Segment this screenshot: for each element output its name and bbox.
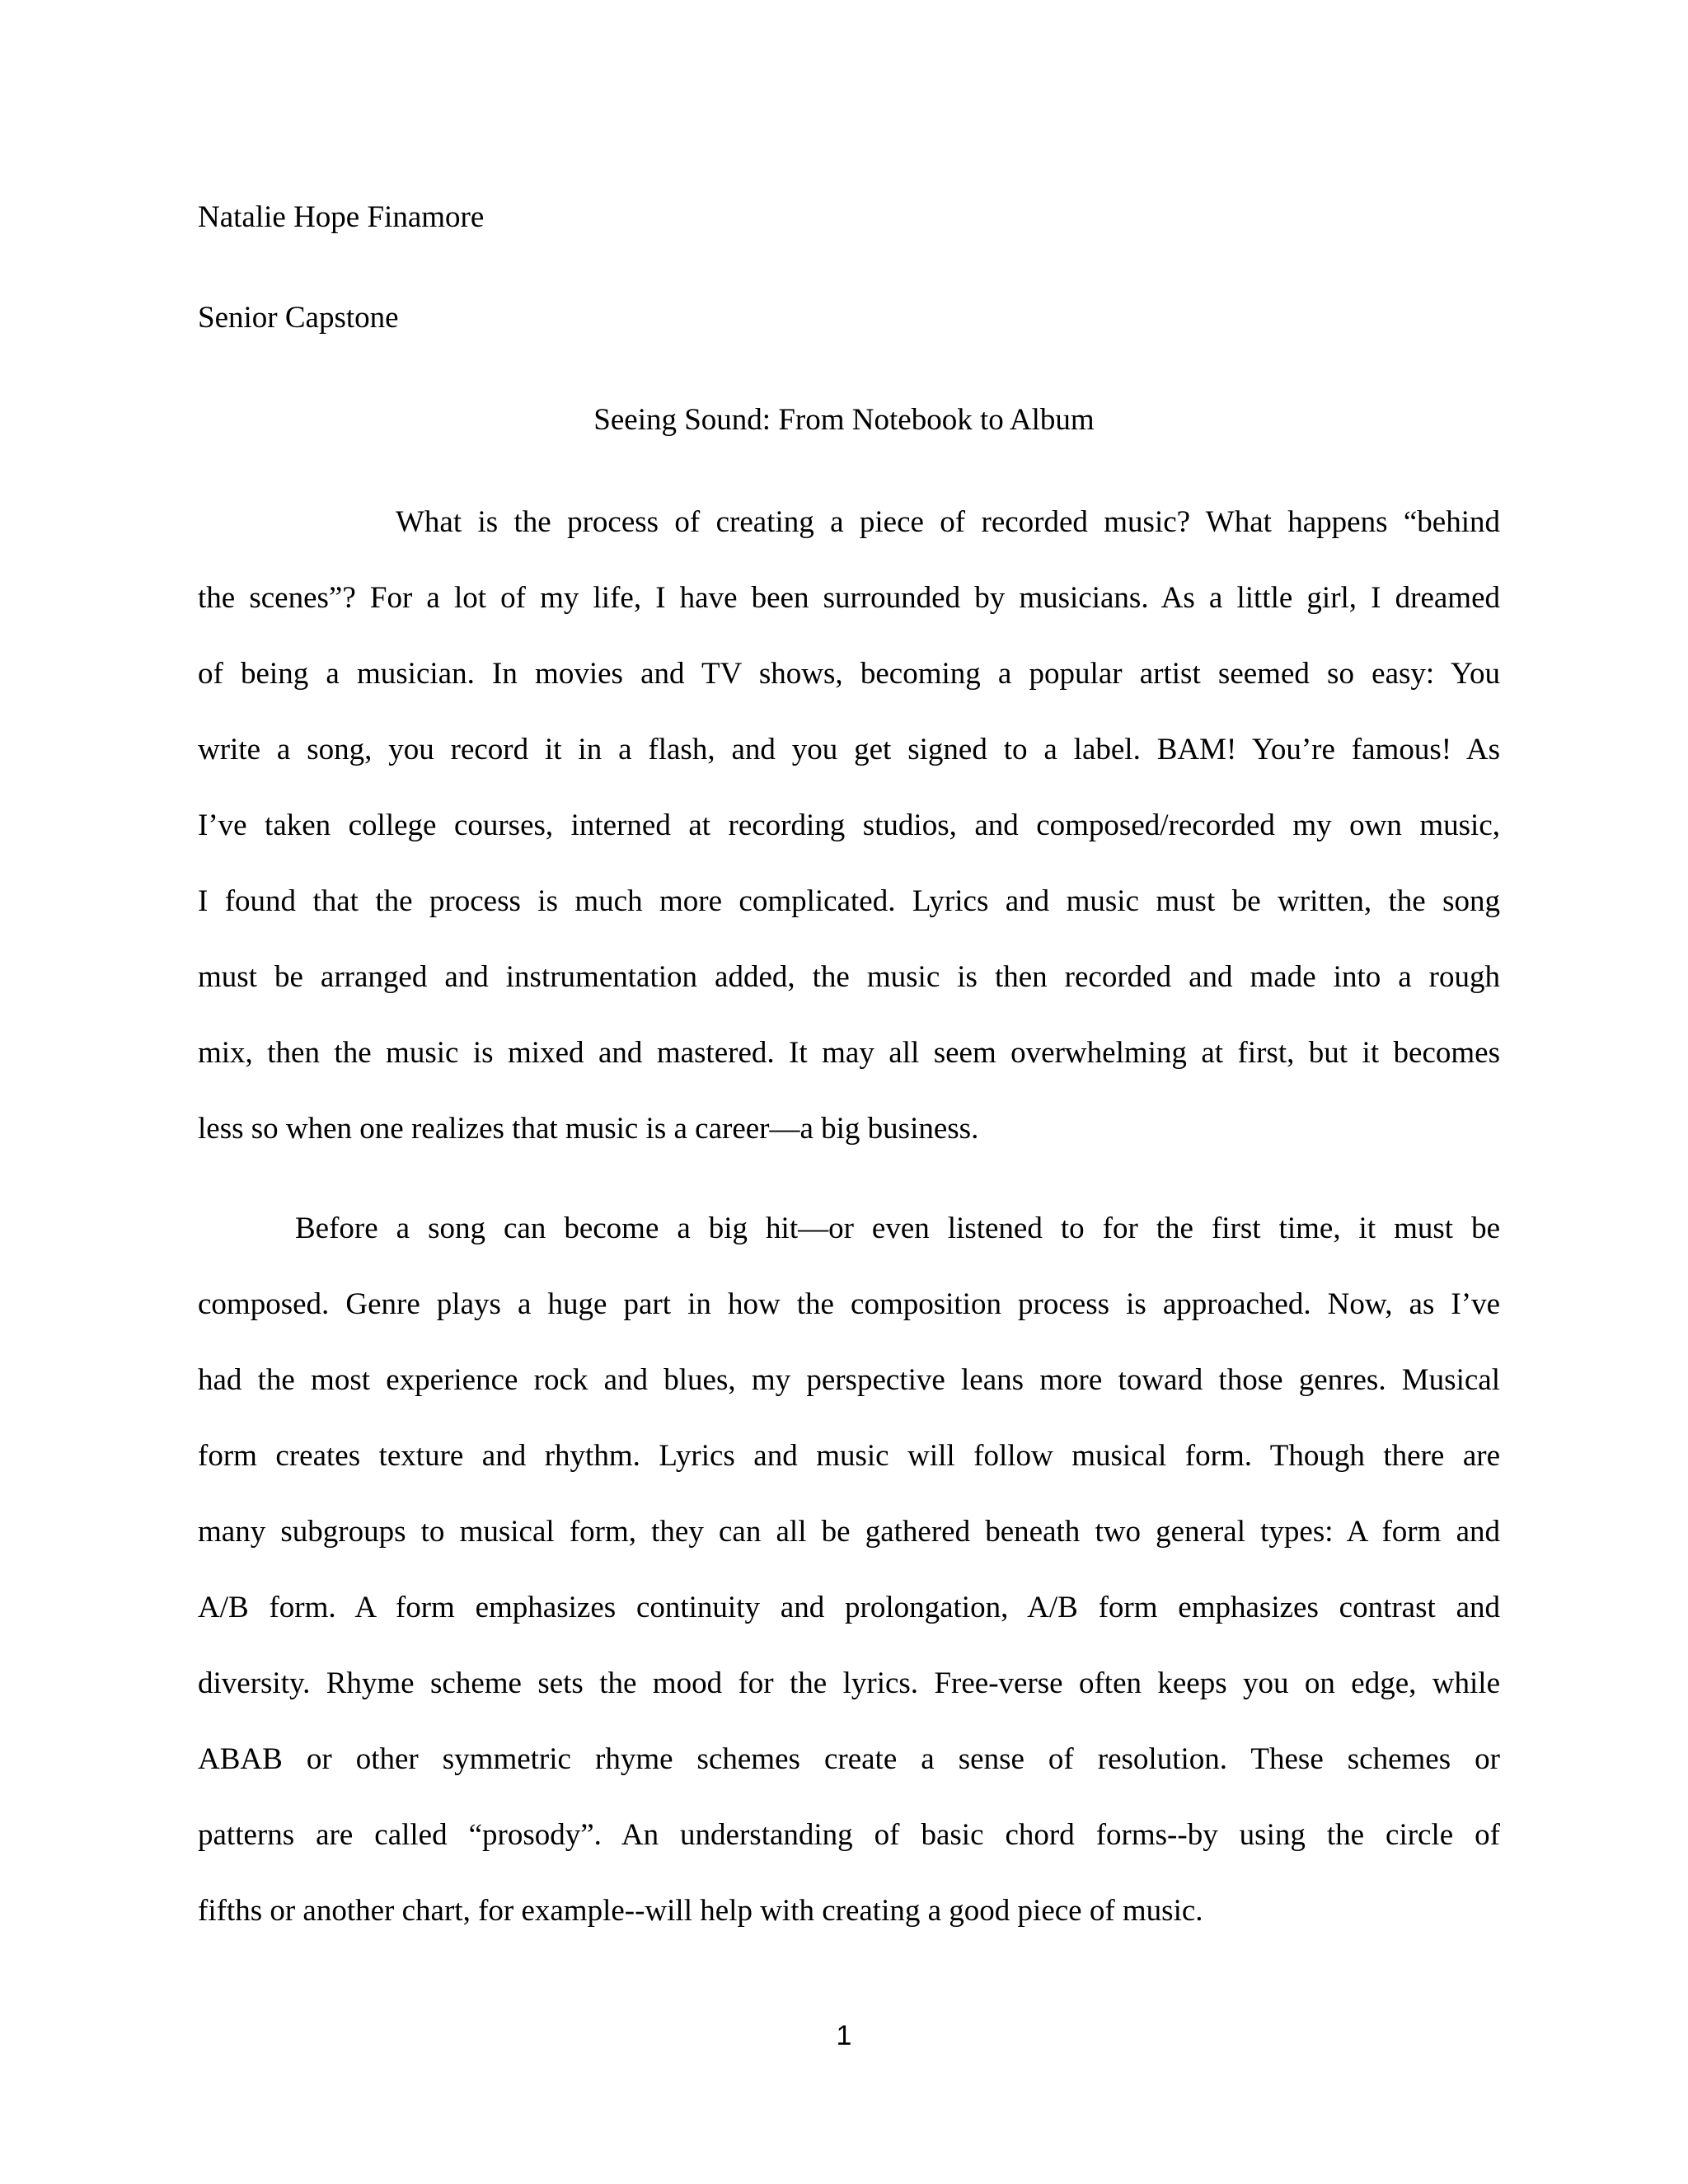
paragraph-2: [198, 1191, 1500, 1949]
paragraph-line: What is the process of creating a piece of recorded music? What happens “behind: [396, 505, 1500, 539]
paragraph-line: fifths or another chart, for example--will help with creating a good piece of music.: [198, 1894, 1203, 1928]
paragraph-line: less so when one realizes that music is a career—a big business.: [198, 1112, 979, 1146]
paragraph-line: Before a song can become a big hit—or even listened to for the first time, it must be: [295, 1212, 1500, 1245]
paragraph-line: form creates texture and rhythm. Lyrics and music will follow musical form. Though there are: [198, 1439, 1500, 1473]
paragraph-1: [198, 485, 1500, 1167]
paragraph-line: write a song, you record it in a flash, and you get signed to a label. BAM! You’re famous! As: [198, 733, 1500, 766]
course-name: Senior Capstone: [198, 301, 399, 335]
paragraph-line: many subgroups to musical form, they can all be gathered beneath two general types: A form and: [198, 1515, 1500, 1549]
paragraph-line: the scenes”? For a lot of my life, I have been surrounded by musicians. As a little girl, I dreamed: [198, 581, 1500, 615]
essay-title: Seeing Sound: From Notebook to Album: [593, 403, 1095, 437]
paragraph-line: of being a musician. In movies and TV shows, becoming a popular artist seemed so easy: You: [198, 657, 1500, 691]
paragraph-line: mix, then the music is mixed and mastered. It may all seem overwhelming at first, but it becomes: [198, 1036, 1500, 1070]
paragraph-line: I’ve taken college courses, interned at recording studios, and composed/recorded my own music,: [198, 808, 1500, 842]
paragraph-line: had the most experience rock and blues, my perspective leans more toward those genres. Musical: [198, 1363, 1500, 1397]
paragraph-line: composed. Genre plays a huge part in how the composition process is approached. Now, as I’ve: [198, 1287, 1500, 1321]
page-number: 1: [836, 2020, 852, 2051]
author-name: Natalie Hope Finamore: [198, 200, 485, 234]
paragraph-line: patterns are called “prosody”. An understanding of basic chord forms--by using the circle of: [198, 1818, 1500, 1852]
paragraph-line: must be arranged and instrumentation added, the music is then recorded and made into a rough: [198, 960, 1500, 994]
paragraph-line: ABAB or other symmetric rhyme schemes create a sense of resolution. These schemes or: [198, 1742, 1500, 1776]
paragraph-line: A/B form. A form emphasizes continuity and prolongation, A/B form emphasizes contrast and: [198, 1591, 1500, 1624]
paragraph-line: diversity. Rhyme scheme sets the mood for the lyrics. Free-verse often keeps you on edge, while: [198, 1666, 1500, 1700]
paragraph-line: I found that the process is much more complicated. Lyrics and music must be written, the song: [198, 884, 1500, 918]
